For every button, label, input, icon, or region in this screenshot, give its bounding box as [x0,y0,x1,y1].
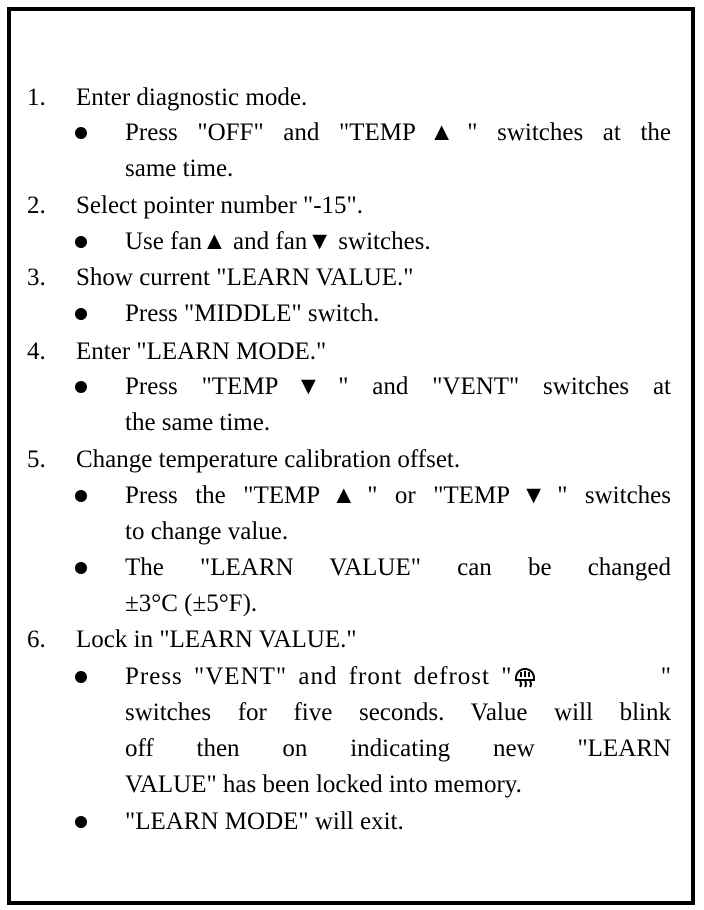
bullet-text: same time. [125,155,234,182]
bullet-dot [75,671,87,683]
bullet-text: The "LEARN VALUE" can be changed [125,554,671,581]
bullet-text-line [125,659,671,695]
bullet-dot [75,562,87,574]
bullet-text: Press the "TEMP▲" or "TEMP▼" switches [125,482,671,509]
step-number: 2. [27,192,46,219]
step-number: 1. [27,84,46,111]
bullet-text: Use fan▲ and fan▼ switches. [125,228,431,255]
step-title: Show current "LEARN VALUE." [76,264,414,291]
bullet-dot [75,308,87,320]
bullet-text: to change value. [125,518,289,545]
bullet-text: " [660,663,671,690]
bullet-text: the same time. [125,409,271,436]
bullet-dot [75,490,87,502]
step-number: 4. [27,338,46,365]
step-title: Enter diagnostic mode. [76,84,308,111]
bullet-dot [75,236,87,248]
bullet-text: switches for five seconds. Value will blink [125,699,671,726]
step-title: Change temperature calibration offset. [76,446,461,473]
bullet-text: off then on indicating new "LEARN [125,735,671,762]
front-defrost-icon [512,663,538,687]
step-title: Enter "LEARN MODE." [76,338,327,365]
step-title: Lock in "LEARN VALUE." [76,626,357,653]
bullet-dot [75,816,87,828]
bullet-dot [75,381,87,393]
bullet-text: Press "VENT" and front defrost " [125,663,513,690]
step-number: 3. [27,264,46,291]
step-title: Select pointer number "-15". [76,192,363,219]
bullet-text: Press "MIDDLE" switch. [125,300,380,327]
bullet-text: "LEARN MODE" will exit. [125,808,404,835]
bullet-text: ±3°C (±5°F). [125,590,258,617]
bullet-text: Press "OFF" and "TEMP▲" switches at the [125,119,671,146]
step-number: 5. [27,446,46,473]
bullet-text: VALUE" has been locked into memory. [125,771,522,798]
bullet-dot [75,127,87,139]
step-number: 6. [27,626,46,653]
bullet-text: Press "TEMP▼" and "VENT" switches at [125,373,671,400]
